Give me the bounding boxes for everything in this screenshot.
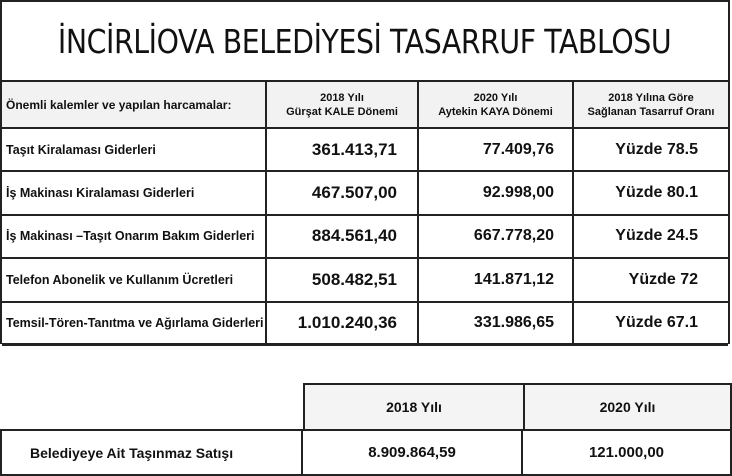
header-items: Önemli kalemler ve yapılan harcamalar: [2, 82, 267, 127]
row-label: İş Makinası –Taşıt Onarım Bakım Giderleri [2, 216, 267, 257]
row-saving-value: Yüzde 67.1 [615, 313, 698, 331]
property-2020-value: 121.000,00 [588, 444, 665, 461]
row-2020-value: 141.871,12 [419, 259, 574, 300]
row-2018-value: 467.507,00 [267, 172, 419, 213]
row-2018-value: 361.413,71 [267, 129, 419, 170]
header-saving-line2: Sağlanan Tasarruf Oranı [587, 105, 715, 118]
table-row [2, 259, 728, 302]
property-row [0, 429, 732, 476]
row-2020-value: 331.986,65 [419, 303, 574, 343]
row-2020-value: 667.778,20 [419, 216, 574, 257]
header-saving [574, 82, 728, 127]
table-row [2, 216, 728, 259]
table-header-row [2, 82, 728, 129]
property-header-2018: 2018 Yılı [305, 385, 525, 429]
row-label: Temsil-Tören-Tanıtma ve Ağırlama Giderleri [2, 303, 267, 343]
header-2020-period: Aytekin KAYA Dönemi [438, 105, 553, 118]
property-label: Belediyeye Ait Taşınmaz Satışı [2, 431, 303, 474]
table-row [2, 129, 728, 172]
header-2018-period: Gürşat KALE Dönemi [286, 105, 398, 118]
row-saving-value: Yüzde 80.1 [615, 184, 698, 202]
property-header-2020: 2020 Yılı [599, 399, 656, 415]
header-saving-line1: 2018 Yılına Göre [608, 91, 694, 104]
row-2020-value: 92.998,00 [419, 172, 574, 213]
table-title: İNCİRLİOVA BELEDİYESİ TASARRUF TABLOSU [58, 21, 672, 61]
header-2018-year: 2018 Yılı [320, 91, 364, 104]
header-2020 [419, 82, 574, 127]
row-label: İş Makinası Kiralaması Giderleri [2, 172, 267, 213]
table-row [2, 303, 728, 346]
property-header-row [303, 383, 732, 429]
property-2018-value: 8.909.864,59 [303, 431, 523, 474]
row-saving-value: Yüzde 72 [628, 270, 698, 288]
row-2018-value: 508.482,51 [267, 259, 419, 300]
row-2018-value: 1.010.240,36 [267, 303, 419, 343]
row-label: Taşıt Kiralaması Giderleri [2, 129, 267, 170]
header-2018 [267, 82, 419, 127]
row-saving-value: Yüzde 78.5 [615, 140, 698, 158]
row-saving-value: Yüzde 24.5 [615, 227, 698, 245]
header-2020-year: 2020 Yılı [473, 91, 518, 104]
row-label: Telefon Abonelik ve Kullanım Ücretleri [2, 259, 267, 300]
table-title-row [2, 2, 728, 82]
row-2018-value: 884.561,40 [267, 216, 419, 257]
row-2020-value: 77.409,76 [419, 129, 574, 170]
table-row [2, 172, 728, 215]
property-sale-table [0, 383, 732, 476]
